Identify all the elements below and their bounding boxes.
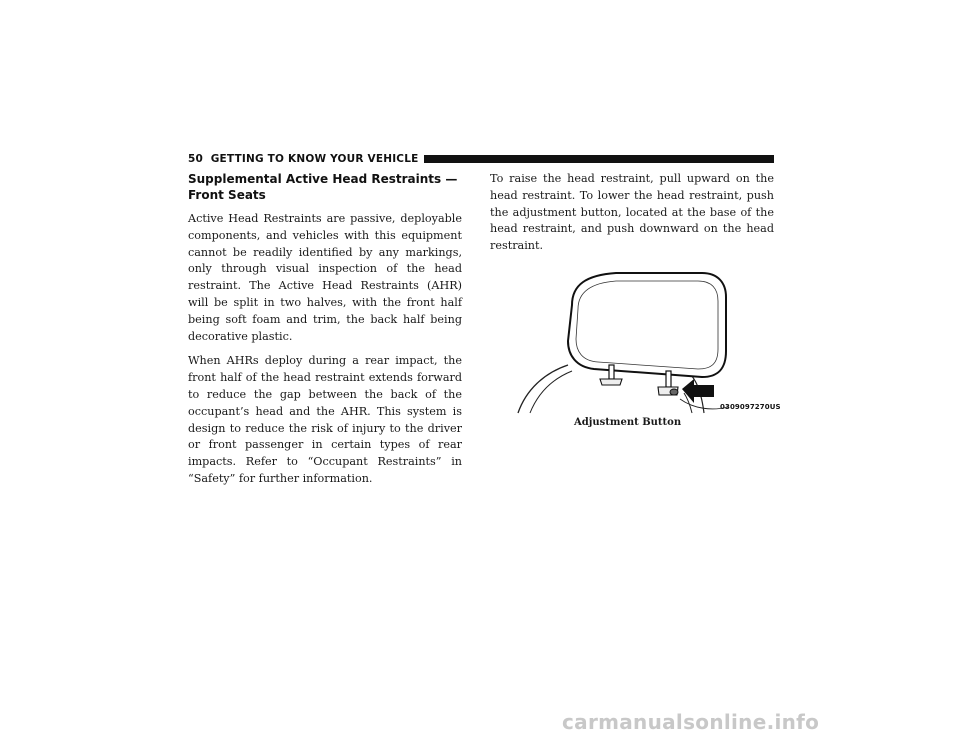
section-heading: Supplemental Active Head Restraints — Front Seats (188, 172, 458, 202)
header-label (188, 153, 424, 165)
paragraph-ahr-deploy: When AHRs deploy during a rear impact, the front half of the head restraint extends forward to reduce the gap between the back of the occupant’s head and the AHR. This system is design to reduce the risk of injury to the driver or front passenger in certain types of rear impacts. Refer to “Occupant Restraints” in “Safety” for further information. (188, 354, 462, 485)
page-header (188, 152, 774, 166)
section-title: GETTING TO KNOW YOUR VEHICLE (210, 153, 419, 165)
head-restraint-illustration-icon (516, 265, 780, 415)
page-number: 50 (188, 153, 204, 165)
left-column (188, 171, 462, 496)
figure-caption: Adjustment Button (574, 416, 682, 428)
paragraph-ahr-description: Active Head Restraints are passive, deployable components, and vehicles with this equipment cannot be readily identified by any markings, only through visual inspection of the head restraint. The Active Head Restraints (AHR) will be split in two halves, with the front half being soft foam and trim, the back half being decorative plastic. (188, 212, 462, 343)
right-column (490, 171, 781, 428)
head-restraint-figure (516, 265, 780, 415)
figure-code: 0309097270US (720, 402, 781, 411)
paragraph-adjust: To raise the head restraint, pull upward on the head restraint. To lower the head restraint, push the adjustment button, located at the base of the head restraint, and push downward on the head restraint. (490, 172, 774, 253)
header-rule (424, 155, 774, 163)
watermark: carmanualsonline.info (562, 710, 820, 734)
